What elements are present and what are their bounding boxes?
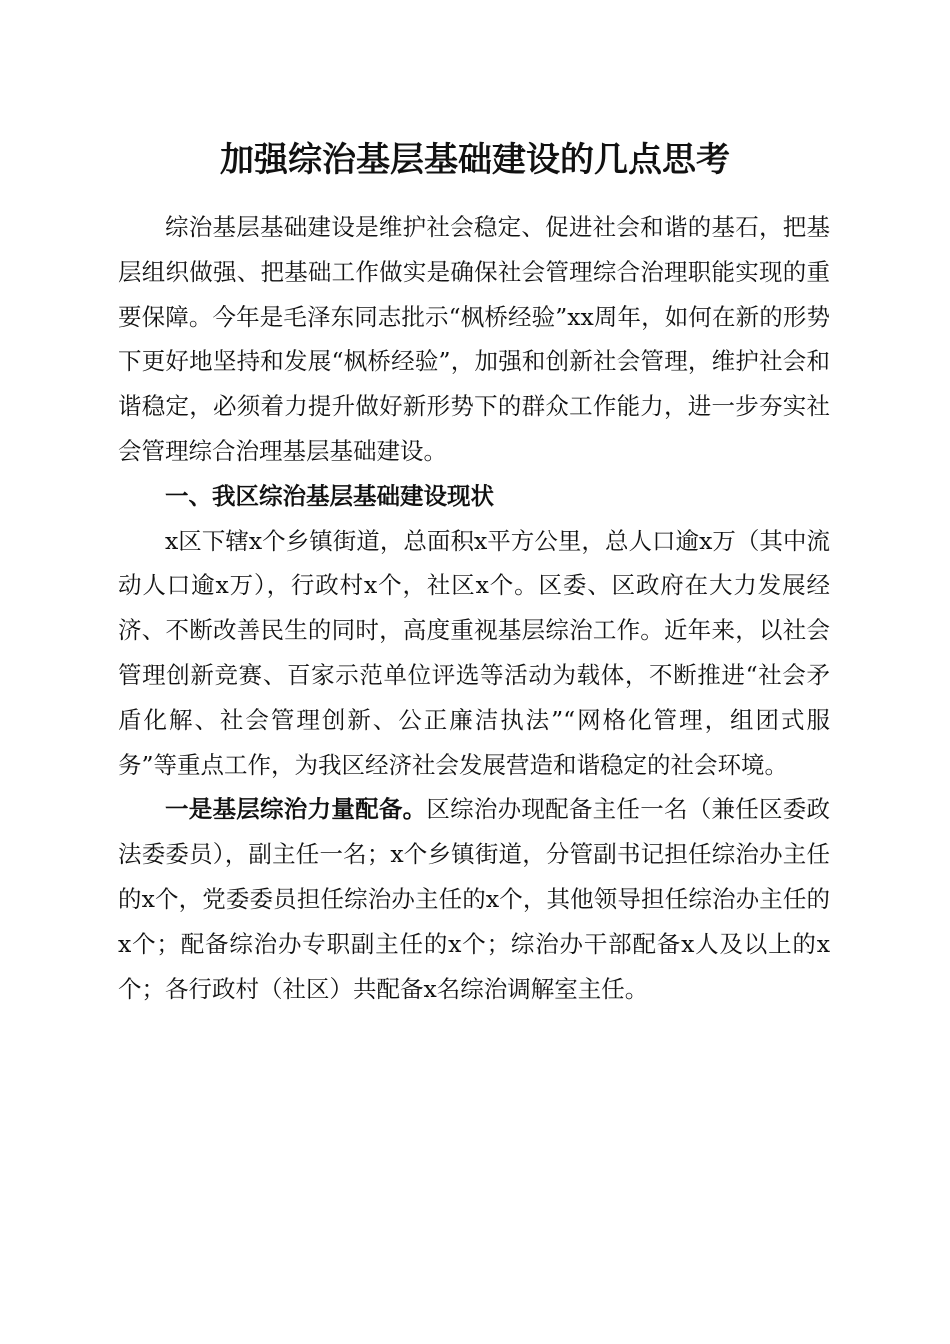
- section-paragraph: x区下辖x个乡镇街道，总面积x平方公里，总人口逾x万（其中流动人口逾x万），行政村x个，社区x个。区委、区政府在大力发展经济、不断改善民生的同时，高度重视基层综治工作。近年来，以社会管理创新竞赛、百家示范单位评选等活动为载体，不断推进“社会矛盾化解、社会管理创新、公正廉洁执法”“网格化管理，组团式服务”等重点工作，为我区经济社会发展营造和谐稳定的社会环境。: [118, 526, 830, 779]
- point-paragraph: [118, 787, 830, 1011]
- point-lead: 一是基层综治力量配备。: [165, 795, 427, 824]
- document-body: [118, 205, 830, 1011]
- section-heading: 一、我区综治基层基础建设现状: [165, 481, 494, 510]
- intro-paragraph: 综治基层基础建设是维护社会稳定、促进社会和谐的基石，把基层组织做强、把基础工作做实是确保社会管理综合治理职能实现的重要保障。今年是毛泽东同志批示“枫桥经验”xx周年，如何在新的形势下更好地坚持和发展“枫桥经验”，加强和创新社会管理，维护社会和谐稳定，必须着力提升做好新形势下的群众工作能力，进一步夯实社会管理综合治理基层基础建设。: [118, 213, 830, 465]
- document-title: 加强综治基层基础建设的几点思考: [220, 140, 730, 180]
- point-text: 区综治办现配备主任一名（兼任区委政法委委员），副主任一名；x个乡镇街道，分管副书记担任综治办主任的x个，党委委员担任综治办主任的x个，其他领导担任综治办主任的x个；配备综治办专职副主任的x个；综治办干部配备x人及以上的x个；各行政村（社区）共配备x名综治调解室主任。: [118, 795, 831, 1003]
